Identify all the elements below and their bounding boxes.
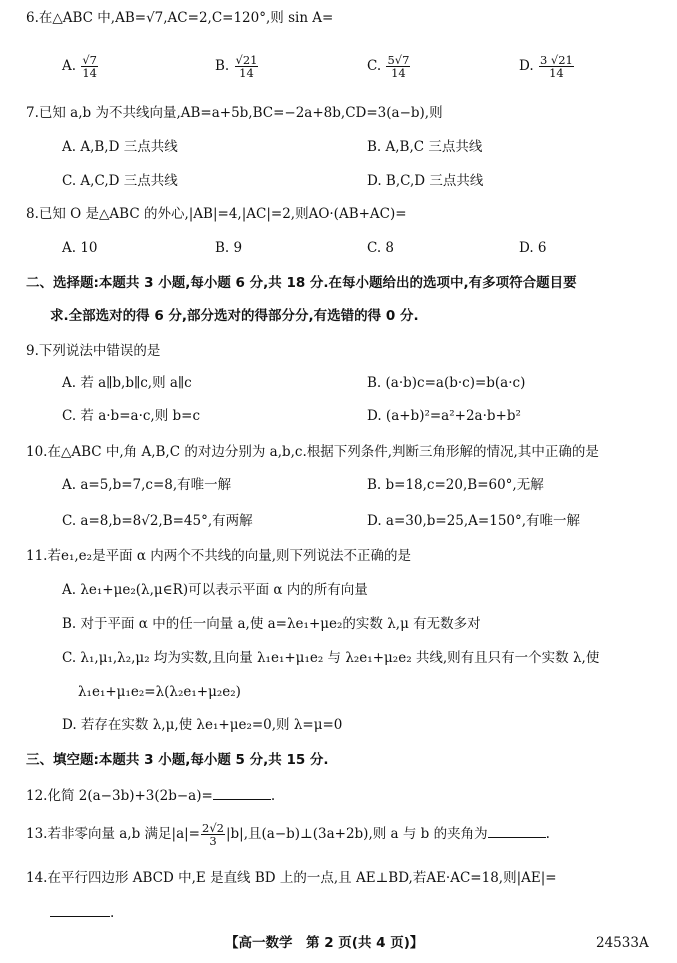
q13-pre: 13.若非零向量 a,b 满足|a|=	[26, 826, 200, 842]
q8-option-c: C. 8	[367, 240, 395, 256]
fraction	[539, 54, 574, 79]
q9-option-d: D. (a+b)²=a²+2a·b+b²	[367, 408, 521, 424]
denominator: 14	[391, 66, 406, 80]
question-6-stem: 6.在△ABC 中,AB=√7,AC=2,C=120°,则 sin A=	[26, 10, 334, 26]
q8-option-d: D. 6	[519, 240, 547, 256]
q6-option-a	[62, 54, 99, 79]
page-footer: 【高一数学 第 2 页(共 4 页)】	[225, 935, 424, 951]
denominator: 14	[239, 66, 254, 80]
q8-option-a: A. 10	[62, 240, 98, 256]
answer-blank[interactable]	[488, 823, 546, 838]
denominator: 3	[209, 834, 217, 848]
q6-option-c	[367, 54, 411, 79]
q7-option-a: A. A,B,D 三点共线	[62, 139, 178, 155]
q6-option-d	[519, 54, 575, 79]
question-14-answer-line	[50, 902, 114, 923]
q10-option-b: B. b=18,c=20,B=60°,无解	[367, 477, 544, 493]
denominator: 14	[82, 66, 97, 80]
question-7-stem: 7.已知 a,b 为不共线向量,AB=a+5b,BC=−2a+8b,CD=3(a−b),则	[26, 105, 443, 121]
q11-option-b: B. 对于平面 α 中的任一向量 a,使 a=λe₁+μe₂的实数 λ,μ 有无数多对	[62, 616, 481, 632]
numerator: √21	[235, 53, 258, 67]
q11-option-c: C. λ₁,μ₁,λ₂,μ₂ 均为实数,且向量 λ₁e₁+μ₁e₂ 与 λ₂e₁+μ₂e₂ 共线,则有且只有一个实数 λ,使	[62, 650, 600, 666]
exam-code: 24533A	[596, 935, 649, 951]
q13-post: |b|,且(a−b)⊥(3a+2b),则 a 与 b 的夹角为	[225, 826, 488, 842]
section-2-heading-cont: 求.全部选对的得 6 分,部分选对的得部分分,有选错的得 0 分.	[50, 308, 419, 324]
q11-option-d: D. 若存在实数 λ,μ,使 λe₁+μe₂=0,则 λ=μ=0	[62, 717, 343, 733]
question-8-stem: 8.已知 O 是△ABC 的外心,|AB|=4,|AC|=2,则AO·(AB+AC)=	[26, 206, 407, 222]
q11-option-a: A. λe₁+μe₂(λ,μ∈R)可以表示平面 α 内的所有向量	[62, 582, 368, 598]
numerator: 2√2	[202, 821, 224, 835]
question-12	[26, 785, 275, 806]
answer-blank[interactable]	[213, 785, 271, 800]
q7-option-c: C. A,C,D 三点共线	[62, 173, 178, 189]
denominator: 14	[549, 66, 564, 80]
section-3-heading: 三、填空题:本题共 3 小题,每小题 5 分,共 15 分.	[26, 752, 329, 768]
q12-tail: .	[270, 788, 276, 804]
question-13	[26, 822, 550, 847]
q9-option-c: C. 若 a·b=a·c,则 b=c	[62, 408, 201, 424]
question-11-stem: 11.若e₁,e₂是平面 α 内两个不共线的向量,则下列说法不正确的是	[26, 548, 412, 564]
numerator: 3 √21	[539, 53, 573, 67]
option-letter: D.	[519, 58, 534, 74]
q9-option-b: B. (a·b)c=a(b·c)=b(a·c)	[367, 375, 526, 391]
q10-option-a: A. a=5,b=7,c=8,有唯一解	[62, 477, 232, 493]
question-9-stem: 9.下列说法中错误的是	[26, 343, 161, 359]
fraction	[235, 54, 259, 79]
q14-tail: .	[110, 905, 115, 921]
option-letter: A.	[62, 58, 77, 74]
q10-option-d: D. a=30,b=25,A=150°,有唯一解	[367, 513, 581, 529]
fraction	[81, 54, 98, 79]
q11-option-c-cont: λ₁e₁+μ₁e₂=λ(λ₂e₁+μ₂e₂)	[78, 684, 241, 700]
option-letter: C.	[367, 58, 382, 74]
option-letter: B.	[215, 58, 230, 74]
q8-option-b: B. 9	[215, 240, 243, 256]
q9-option-a: A. 若 a∥b,b∥c,则 a∥c	[62, 375, 192, 391]
question-14-stem: 14.在平行四边形 ABCD 中,E 是直线 BD 上的一点,且 AE⊥BD,若AE·AC=18,则|AE|=	[26, 870, 557, 886]
fraction	[386, 54, 410, 79]
numerator: 5√7	[387, 53, 410, 67]
q7-option-b: B. A,B,C 三点共线	[367, 139, 483, 155]
q10-option-c: C. a=8,b=8√2,B=45°,有两解	[62, 513, 253, 529]
numerator: √7	[82, 53, 97, 67]
fraction	[201, 822, 225, 847]
question-10-stem: 10.在△ABC 中,角 A,B,C 的对边分别为 a,b,c.根据下列条件,判断三角形解的情况,其中正确的是	[26, 444, 599, 460]
answer-blank[interactable]	[50, 902, 110, 917]
section-2-heading: 二、选择题:本题共 3 小题,每小题 6 分,共 18 分.在每小题给出的选项中,有多项符合题目要	[26, 275, 577, 291]
q12-stem: 12.化简 2(a−3b)+3(2b−a)=	[26, 788, 213, 804]
q13-tail: .	[545, 826, 550, 842]
q6-option-b	[215, 54, 259, 79]
q7-option-d: D. B,C,D 三点共线	[367, 173, 484, 189]
